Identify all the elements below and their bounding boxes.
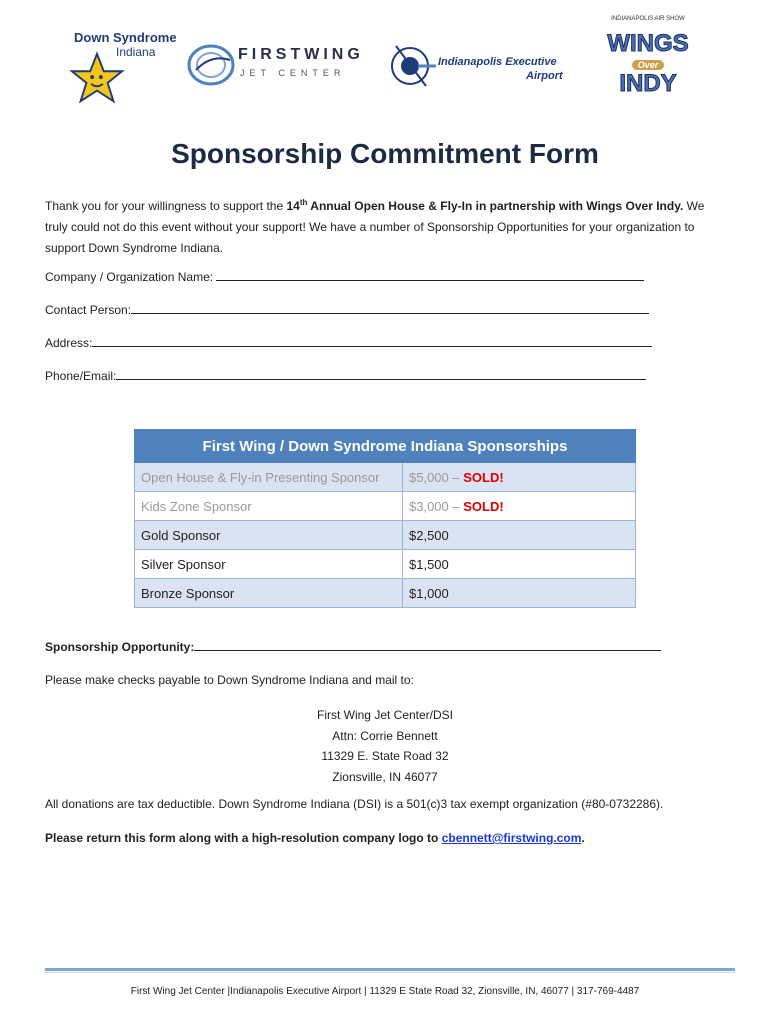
- footer-divider: [45, 968, 735, 971]
- company-label: Company / Organization Name:: [45, 270, 217, 284]
- phone-email-label: Phone/Email:: [45, 369, 117, 383]
- sponsorship-opportunity-input-line[interactable]: [194, 638, 661, 651]
- page-title: Sponsorship Commitment Form: [171, 138, 599, 169]
- intro-bold-number: 14: [286, 199, 300, 213]
- intro-text-1: Thank you for your willingness to support the: [45, 199, 287, 213]
- airplane-icon: [388, 36, 436, 94]
- intro-paragraph: [45, 192, 725, 259]
- iea-logo-line2: Airport: [526, 70, 563, 82]
- tax-deductible-note: All donations are tax deductible. Down Syndrome Indiana (DSI) is a 501(c)3 tax exempt organization (#80-0732286).: [45, 797, 664, 811]
- iea-logo-line1: Indianapolis Executive: [438, 56, 557, 68]
- phone-email-input-line[interactable]: [116, 367, 646, 380]
- address-line: 11329 E. State Road 32: [321, 749, 449, 763]
- address-input-line[interactable]: [92, 334, 652, 347]
- footer-divider-shadow: [45, 972, 735, 973]
- sponsor-name: Open House & Fly-in Presenting Sponsor: [135, 463, 403, 492]
- sponsor-price: [403, 492, 636, 521]
- woi-logo-over: Over: [632, 60, 664, 70]
- address-line: Attn: Corrie Bennett: [332, 728, 438, 743]
- contact-field: [45, 301, 649, 317]
- checks-instruction: Please make checks payable to Down Syndrome Indiana and mail to:: [45, 673, 414, 687]
- sponsorship-table: [134, 429, 636, 608]
- address-line: Zionsville, IN 46077: [332, 769, 438, 784]
- wings-over-indy-logo: [598, 16, 698, 111]
- sponsor-price: [403, 463, 636, 492]
- ds-logo-subtitle: Indiana: [116, 45, 156, 59]
- sponsorship-opportunity-label: Sponsorship Opportunity:: [45, 640, 195, 654]
- star-icon: [68, 50, 126, 108]
- sold-label: SOLD!: [463, 469, 504, 485]
- sponsor-price: $1,500: [403, 550, 636, 579]
- table-row: [135, 579, 636, 608]
- return-instruction: [45, 831, 585, 845]
- first-wing-name: FIRSTWING: [238, 46, 364, 63]
- company-input-line[interactable]: [216, 268, 644, 281]
- intro-bold-rest: Annual Open House & Fly-In in partnership with Wings Over Indy.: [307, 199, 684, 213]
- woi-logo-indy: INDY: [619, 70, 677, 97]
- woi-logo-top: INDIANAPOLIS AIR SHOW: [611, 16, 685, 22]
- sponsor-price: $2,500: [403, 521, 636, 550]
- table-row: [135, 521, 636, 550]
- sponsorship-opportunity-field: [45, 638, 661, 654]
- table-row: [135, 463, 636, 492]
- table-row: [135, 550, 636, 579]
- return-end: .: [581, 831, 585, 845]
- footer-text: First Wing Jet Center |Indianapolis Executive Airport | 11329 E State Road 32, Zionsville, IN, 46077 | 317-769-4487: [130, 986, 640, 997]
- sponsor-name: Gold Sponsor: [135, 521, 403, 550]
- first-wing-subtitle: JET CENTER: [240, 68, 346, 78]
- intro-text-2: We truly could not do this event without your support! We have a number of Sponsorship Opportunities for your organization to support Down Syndrome Indiana.: [45, 199, 705, 255]
- logo-bar: [0, 12, 770, 107]
- sponsor-name: Kids Zone Sponsor: [135, 492, 403, 521]
- sponsor-price: $1,000: [403, 579, 636, 608]
- down-syndrome-indiana-logo: [68, 30, 188, 110]
- swirl-icon: [186, 42, 238, 88]
- mailing-address: [0, 705, 770, 787]
- address-line: First Wing Jet Center/DSI: [316, 708, 454, 722]
- contact-label: Contact Person:: [45, 303, 132, 317]
- first-wing-logo: [186, 42, 376, 102]
- company-field: [45, 268, 644, 284]
- phone-email-field: [45, 367, 646, 383]
- intro-bold: [286, 199, 683, 213]
- table-row: [135, 492, 636, 521]
- table-header: First Wing / Down Syndrome Indiana Sponsorships: [135, 430, 636, 463]
- intro-bold-sup: th: [299, 198, 308, 207]
- woi-logo-wings: WINGS: [607, 30, 689, 57]
- email-link[interactable]: cbennett@firstwing.com: [441, 831, 582, 845]
- sold-label: SOLD!: [463, 498, 504, 514]
- price-value: $3,000 –: [409, 498, 464, 514]
- return-text: Please return this form along with a high-resolution company logo to: [45, 831, 442, 845]
- indianapolis-executive-airport-logo: [388, 30, 568, 100]
- sponsor-name: Silver Sponsor: [135, 550, 403, 579]
- sponsor-name: Bronze Sponsor: [135, 579, 403, 608]
- ds-logo-title: Down Syndrome: [74, 30, 177, 45]
- contact-input-line[interactable]: [131, 301, 649, 314]
- address-label: Address:: [45, 336, 93, 350]
- address-field: [45, 334, 652, 350]
- price-value: $5,000 –: [409, 469, 464, 485]
